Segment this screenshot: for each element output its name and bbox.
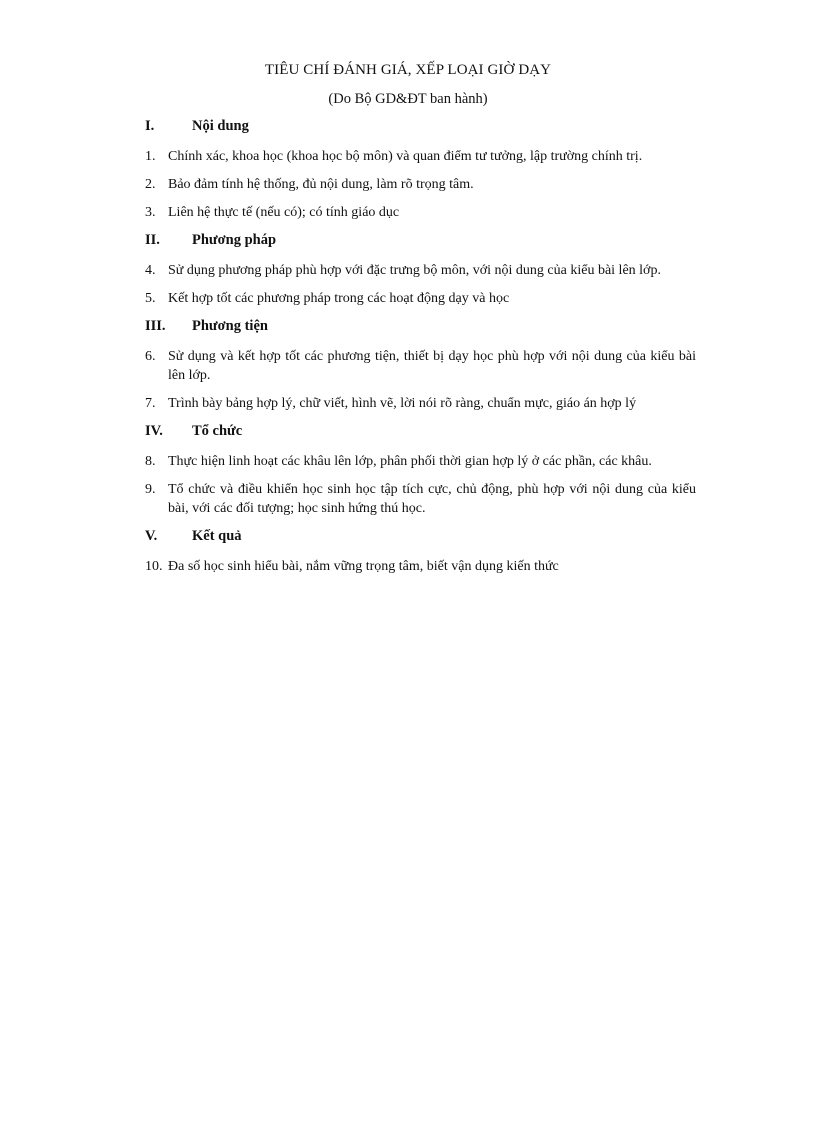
section-heading-to-chuc xyxy=(145,422,696,440)
criterion-number: 2. xyxy=(145,177,156,192)
document-subtitle: (Do Bộ GD&ĐT ban hành) xyxy=(328,91,488,107)
criterion-number: 1. xyxy=(145,149,156,164)
section-numeral: II. xyxy=(145,232,160,248)
criterion-number: 9. xyxy=(145,482,156,497)
criterion-text: Thực hiện linh hoạt các khâu lên lớp, phân phối thời gian hợp lý ở các phần, các khâu. xyxy=(168,454,652,469)
criterion-item xyxy=(145,289,696,308)
document-body xyxy=(145,117,696,585)
criterion-text: Chính xác, khoa học (khoa học bộ môn) và quan điểm tư tưởng, lập trường chính trị. xyxy=(168,149,643,164)
section-title: Tổ chức xyxy=(192,423,243,439)
criterion-text: Trình bày bảng hợp lý, chữ viết, hình vẽ, lời nói rõ ràng, chuẩn mực, giáo án hợp lý xyxy=(168,396,637,411)
section-title: Nội dung xyxy=(192,118,249,134)
criterion-item xyxy=(145,347,696,385)
criterion-text: Kết hợp tốt các phương pháp trong các hoạt động dạy và học xyxy=(168,291,510,306)
criterion-number: 8. xyxy=(145,454,156,469)
criterion-item xyxy=(145,203,696,222)
criterion-text: Sử dụng phương pháp phù hợp với đặc trưng bộ môn, với nội dung của kiểu bài lên lớp. xyxy=(168,263,661,278)
criterion-number: 10. xyxy=(145,559,163,574)
criterion-number: 3. xyxy=(145,205,156,220)
section-heading-ket-qua xyxy=(145,527,696,545)
criterion-item xyxy=(145,261,696,280)
document-title: TIÊU CHÍ ĐÁNH GIÁ, XẾP LOẠI GIỜ DẠY xyxy=(264,62,552,78)
criterion-text: Tổ chức và điều khiển học sinh học tập tích cực, chủ động, phù hợp với nội dung của kiểu bài, với các đối tượng; học sinh hứng thú học. xyxy=(168,482,696,516)
section-numeral: III. xyxy=(145,318,166,334)
section-heading-phuong-phap xyxy=(145,231,696,249)
section-numeral: I. xyxy=(145,118,155,134)
section-title: Kết quả xyxy=(192,528,242,544)
section-title: Phương pháp xyxy=(192,232,277,248)
criterion-number: 4. xyxy=(145,263,156,278)
criterion-item xyxy=(145,557,696,576)
criterion-item xyxy=(145,394,696,413)
criterion-text: Đa số học sinh hiểu bài, nắm vững trọng tâm, biết vận dụng kiến thức xyxy=(168,559,559,574)
section-title: Phương tiện xyxy=(192,318,268,334)
criterion-text: Bảo đảm tính hệ thống, đủ nội dung, làm rõ trọng tâm. xyxy=(168,177,474,192)
criterion-item xyxy=(145,175,696,194)
criterion-text: Sử dụng và kết hợp tốt các phương tiện, thiết bị dạy học phù hợp với nội dung của kiểu bài lên lớp. xyxy=(168,349,696,383)
criterion-item xyxy=(145,480,696,518)
section-heading-phuong-tien xyxy=(145,317,696,335)
criterion-item xyxy=(145,452,696,471)
section-numeral: V. xyxy=(145,528,158,544)
criterion-number: 5. xyxy=(145,291,156,306)
criterion-number: 7. xyxy=(145,396,156,411)
criterion-number: 6. xyxy=(145,349,156,364)
section-numeral: IV. xyxy=(145,423,163,439)
criterion-text: Liên hệ thực tế (nếu có); có tính giáo dục xyxy=(168,205,400,220)
criterion-item xyxy=(145,147,696,166)
section-heading-noi-dung xyxy=(145,117,696,135)
